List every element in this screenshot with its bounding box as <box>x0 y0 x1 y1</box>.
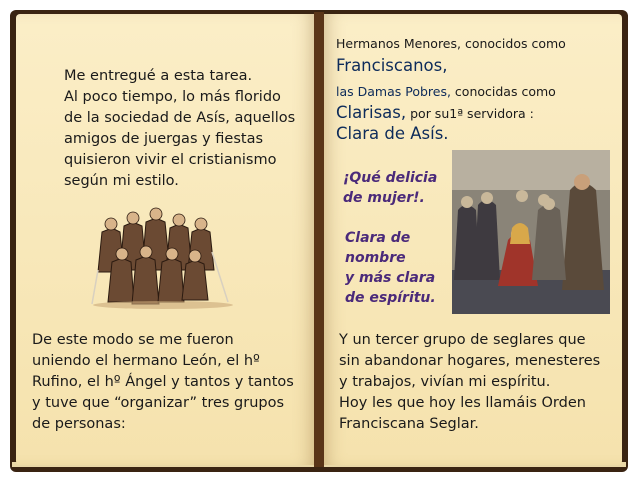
text-line: de personas: <box>32 416 126 432</box>
text-line: Rufino, el hº Ángel y tantos y tantos <box>32 374 294 390</box>
right-paragraph-3 <box>339 330 600 435</box>
text-line: Al poco tiempo, lo más florido <box>64 89 281 105</box>
text-line: Clara de <box>345 230 411 246</box>
text-line: Y un tercer grupo de seglares que <box>339 332 586 348</box>
right-line-4 <box>336 103 534 122</box>
clara-painting-image <box>452 150 610 314</box>
text-line: quisieron vivir el cristianismo <box>64 152 277 168</box>
left-paragraph-1 <box>64 66 295 192</box>
text-span: conocidas como <box>450 84 556 99</box>
text-line: y trabajos, vivían mi espíritu. <box>339 374 551 390</box>
text-line: nombre <box>345 250 406 266</box>
text-span: las Damas Pobres, <box>336 84 451 99</box>
right-line-1: Hermanos Menores, conocidos como <box>336 36 566 51</box>
text-line: y más clara <box>345 270 436 286</box>
text-line: según mi estilo. <box>64 173 179 189</box>
text-span: Clarisas, <box>336 103 407 122</box>
text-line: y tuve que “organizar” tres grupos <box>32 395 285 411</box>
text-line: Franciscana Seglar. <box>339 416 479 432</box>
text-line: sin abandonar hogares, menesteres <box>339 353 601 369</box>
text-line: amigos de juergas y fiestas <box>64 131 264 147</box>
clara-text <box>345 228 436 308</box>
text-line: Hoy les que hoy les llamáis Orden <box>339 395 586 411</box>
right-line-2: Franciscanos, <box>336 56 448 75</box>
right-line-5: Clara de Asís. <box>336 124 449 143</box>
exclamation-text <box>343 168 437 208</box>
text-line: de espíritu. <box>345 290 436 306</box>
text-span: por su1ª servidora : <box>406 106 534 121</box>
text-line: De este modo se me fueron <box>32 332 234 348</box>
text-line: Me entregué a esta tarea. <box>64 68 253 84</box>
text-line: de la sociedad de Asís, aquellos <box>64 110 296 126</box>
friars-group-illustration <box>88 192 238 310</box>
right-line-3 <box>336 84 556 99</box>
text-line: ¡Qué delicia <box>343 170 438 186</box>
left-paragraph-2 <box>32 330 294 435</box>
text-line: uniendo el hermano León, el hº <box>32 353 260 369</box>
text-line: de mujer!. <box>343 190 425 206</box>
book-spine <box>314 12 324 467</box>
